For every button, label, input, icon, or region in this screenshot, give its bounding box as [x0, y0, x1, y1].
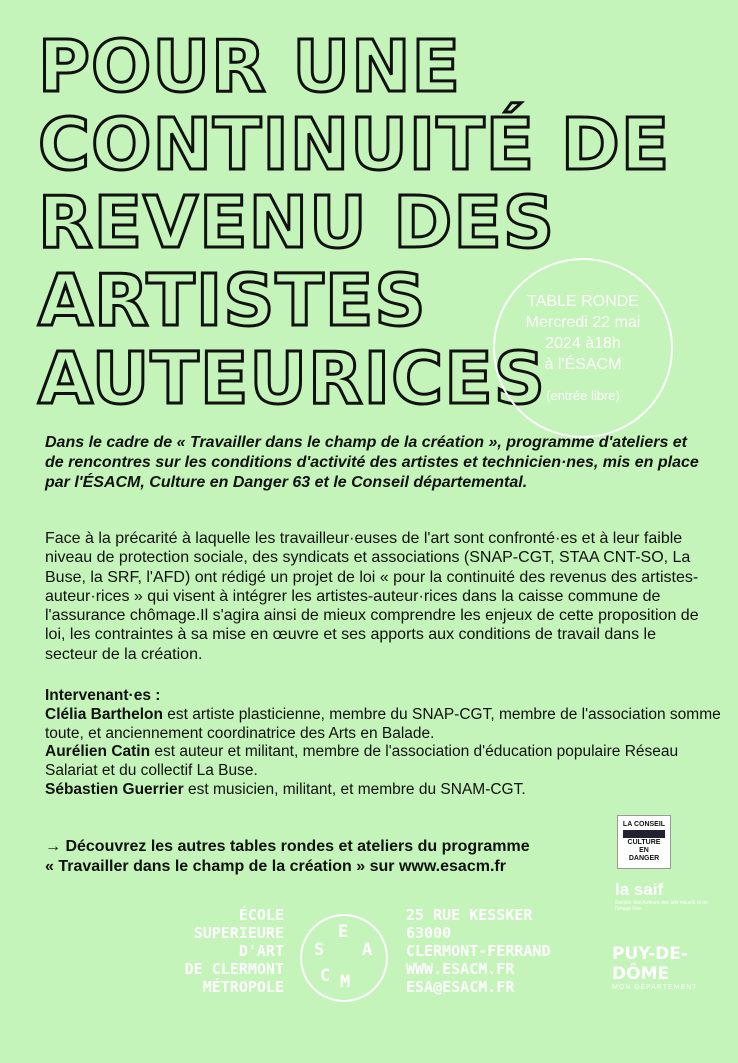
- logo-letter: C: [320, 966, 331, 986]
- logo-letter: A: [362, 940, 373, 960]
- speaker-desc: est auteur et militant, membre de l'association d'éducation populaire Réseau Salariat et du collectif La Buse.: [45, 743, 679, 780]
- school-name-line: ÉCOLE: [238, 906, 284, 924]
- school-name: [150, 906, 284, 996]
- esacm-logo: [300, 914, 388, 1002]
- speaker-desc: est musicien, militant, et membre du SNAM-CGT.: [183, 780, 526, 798]
- school-name-line: MÉTROPOLE: [202, 978, 284, 996]
- event-time: 2024 à18h: [545, 334, 621, 352]
- logo-text: DANGER: [628, 855, 660, 862]
- postal-code: 63000: [406, 924, 452, 942]
- speaker-name: Aurélien Catin: [45, 743, 151, 761]
- city: CLERMONT-FERRAND: [406, 942, 551, 960]
- saif-logo: [615, 880, 725, 912]
- speaker-item: [45, 743, 725, 781]
- discover-line: « Travailler dans le champ de la création » sur www.esacm.fr: [45, 858, 506, 875]
- title-line: AUTEURICES: [38, 337, 546, 420]
- event-note: (entrée libre): [546, 387, 620, 403]
- website-link[interactable]: WWW.ESACM.FR: [406, 960, 515, 978]
- speakers-section: [45, 687, 725, 800]
- logo-text: LA CONSEIL: [622, 821, 666, 828]
- event-place: à l'ÉSACM: [544, 355, 622, 373]
- speaker-desc: est artiste plasticienne, membre du SNAP-CGT, membre de l'association somme toute, et anciennement coordinatrice des Arts en Balade.: [45, 705, 721, 742]
- title-line: ARTISTES: [38, 259, 427, 342]
- speaker-name: Sébastien Guerrier: [45, 780, 184, 798]
- school-name-line: SUPERIEURE: [193, 924, 284, 942]
- speaker-item: [45, 781, 725, 800]
- speaker-name: Clélia Barthelon: [45, 705, 163, 723]
- discover-link[interactable]: [45, 837, 605, 877]
- title-line: REVENU DES: [38, 181, 555, 264]
- saif-name: la saif: [615, 880, 664, 899]
- body-paragraph: Face à la précarité à laquelle les travailleur·euses de l'art sont confronté·es et à leur faible niveau de protection sociale, des syndicats et associations (SNAP-CGT, STAA CNT-SO, La Buse, la SRF, l'AFD) ont rédigé un projet de loi « pour la continuité des revenus des artistes-auteur·rices » qui visent à intégrer les artistes-auteur·rices dans la caisse commune de l'assurance chômage.Il s'agira ainsi de mieux comprendre les enjeux de cette proposition de loi, les contraintes à sa mise en œuvre et ses apports aux conditions de travail dans le secteur de la création.: [45, 530, 699, 663]
- school-name-line: D'ART: [238, 942, 284, 960]
- logo-letter: M: [340, 972, 351, 992]
- street-address: 25 RUE KESSKER: [406, 906, 533, 924]
- email-link[interactable]: ESA@ESACM.FR: [406, 978, 515, 996]
- puy-de-dome-logo: [612, 944, 722, 991]
- contact-block: [406, 906, 606, 996]
- event-type: TABLE RONDE: [527, 292, 639, 310]
- logo-letter: S: [314, 940, 325, 960]
- saif-subtitle: Société des Auteurs des arts visuels et de l'Image Fixe: [615, 900, 708, 912]
- title-line: CONTINUITÉ DE: [38, 103, 671, 186]
- intro-paragraph: Dans le cadre de « Travailler dans le champ de la création », programme d'ateliers et de rencontres sur les conditions d'activité des artistes et technicien·nes, mis en place par l'ÉSACM, Culture en Danger 63 et le Conseil départemental.: [45, 434, 699, 491]
- logo-text: EN: [639, 847, 649, 854]
- event-date: Mercredi 22 mai: [525, 313, 641, 331]
- puy-name: PUY-DE-DÔME: [612, 944, 688, 984]
- puy-subtitle: MON DÉPARTEMENT: [612, 984, 698, 991]
- speakers-heading: Intervenant·es :: [45, 687, 161, 704]
- event-badge: [493, 258, 673, 438]
- culture-en-danger-logo: [617, 815, 671, 869]
- speaker-item: [45, 706, 725, 744]
- logo-text: CULTURE: [627, 839, 661, 846]
- logo-letter: E: [338, 922, 349, 942]
- title-line: POUR UNE: [38, 25, 462, 108]
- logo-band: [623, 830, 665, 838]
- school-name-line: DE CLERMONT: [184, 960, 284, 978]
- discover-line: → Découvrez les autres tables rondes et ateliers du programme: [45, 838, 530, 855]
